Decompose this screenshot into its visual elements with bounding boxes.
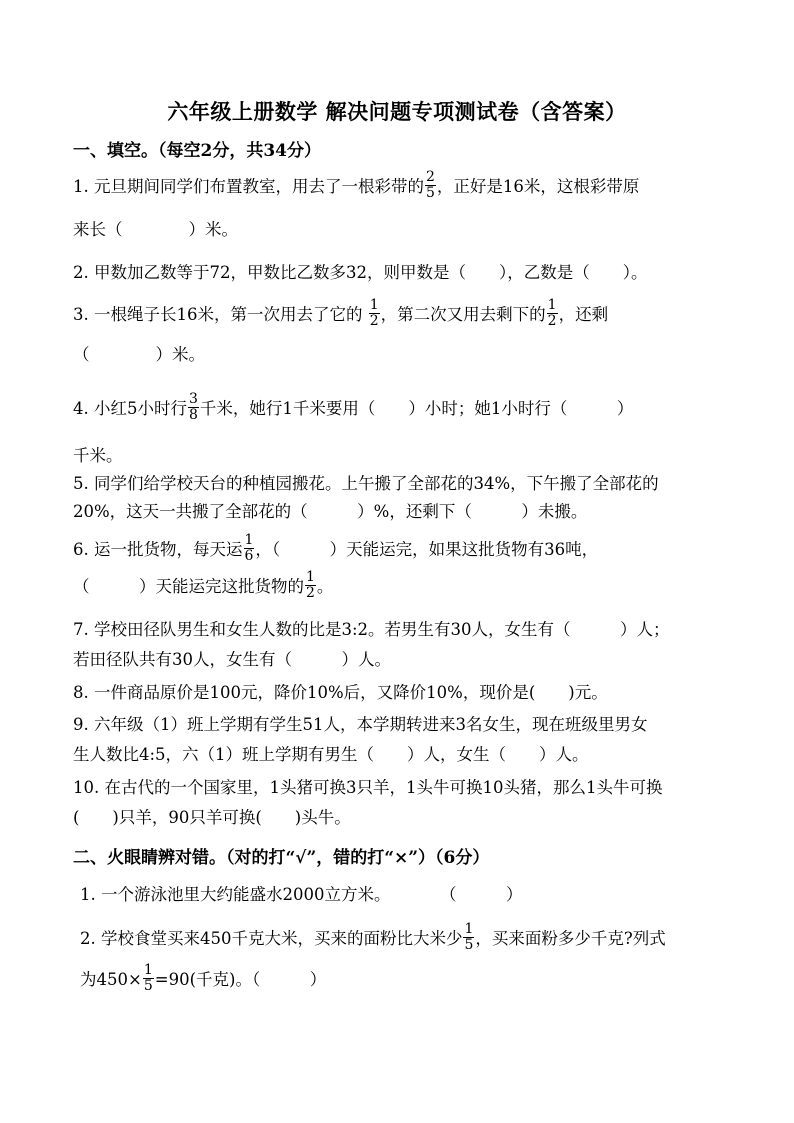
q3-text-b: ，第二次又用去剩下的: [380, 305, 546, 324]
question-6-line-1: [73, 532, 733, 566]
question-7-line-2: 若田径队共有30人，女生有（ ）人。: [73, 650, 391, 669]
question-10-line-2: ( )只羊，90只羊可换( )头牛。: [73, 808, 351, 827]
fraction: $\frac{1}{6}$: [244, 532, 254, 564]
q6-text-a: 6. 运一批货物，每天运: [73, 540, 243, 559]
fraction: $\frac{1}{5}$: [143, 962, 153, 994]
section-1-heading: 一、填空。（每空2分，共34分）: [73, 141, 321, 161]
judge-1: 1. 一个游泳池里大约能盛水2000立方米。 （ ）: [80, 885, 523, 904]
question-5-line-2: 20%，这天一共搬了全部花的（ ）%，还剩下（ ）未搬。: [73, 502, 588, 521]
t2-text-a: 2. 学校食堂买来450千克大米，买来的面粉比大米少: [80, 929, 463, 948]
fraction: $\frac{2}{5}$: [426, 169, 435, 201]
t2-text-c: 为450×: [80, 970, 142, 989]
q4-text-a: 4. 小红5小时行: [73, 399, 187, 418]
question-3-line-1: [73, 297, 733, 331]
q1-text-b: ，正好是16米，这根彩带原: [436, 177, 640, 196]
judge-2-line-1: [80, 921, 740, 955]
question-7-line-1: 7. 学校田径队男生和女生人数的比是3:2。若男生有30人，女生有（ ）人；: [73, 620, 670, 639]
question-1-line-2: 来长（ ）米。: [73, 220, 238, 239]
question-2: 2. 甲数加乙数等于72，甲数比乙数多32，则甲数是（ ），乙数是（ ）。: [73, 263, 648, 282]
t2-text-d: =90(千克)。（ ）: [154, 970, 327, 989]
q6-text-c: （ ）天能运完这批货物的: [73, 577, 304, 596]
question-10-line-1: 10. 在古代的一个国家里，1头猪可换3只羊，1头牛可换10头猪，那么1头牛可换: [73, 778, 663, 797]
question-9-line-1: 9. 六年级（1）班上学期有学生51人，本学期转进来3名女生，现在班级里男女: [73, 715, 648, 734]
question-9-line-2: 生人数比4:5，六（1）班上学期有男生（ ）人，女生（ ）人。: [73, 745, 589, 764]
question-1-line-1: [73, 169, 733, 203]
q6-text-b: ，（ ）天能运完，如果这批货物有36吨，: [255, 540, 599, 559]
fraction: $\frac{1}{2}$: [306, 569, 315, 601]
q4-text-b: 千米，她行1千米要用（ ）小时；她1小时行（ ）: [199, 399, 634, 418]
fraction: $\frac{3}{8}$: [189, 391, 198, 423]
fraction: $\frac{1}{2}$: [369, 297, 379, 329]
question-5-line-1: 5. 同学们给学校天台的种植园搬花。上午搬了全部花的34%，下午搬了全部花的: [73, 474, 659, 493]
q6-text-d: 。: [316, 577, 334, 596]
t2-text-b: ，买来面粉多少千克?列式: [475, 929, 666, 948]
fraction: $\frac{1}{2}$: [547, 297, 557, 329]
question-4-line-1: [73, 391, 733, 425]
judge-2-line-2: [80, 962, 740, 996]
question-8: 8. 一件商品原价是100元，降价10%后，又降价10%，现价是( )元。: [73, 683, 608, 702]
q1-text-a: 1. 元旦期间同学们布置教室，用去了一根彩带的: [73, 177, 424, 196]
fraction: $\frac{1}{5}$: [464, 921, 474, 953]
question-6-line-2: [73, 569, 733, 603]
question-4-line-2: 千米。: [73, 446, 123, 465]
page-title: 六年级上册数学 解决问题专项测试卷（含答案）: [167, 99, 627, 124]
q3-text-a: 3. 一根绳子长16米，第一次用去了它的: [73, 305, 368, 324]
q3-text-c: ，还剩: [558, 305, 609, 324]
section-2-heading: 二、火眼睛辨对错。（对的打“√”，错的打“×”）（6分）: [73, 848, 490, 868]
question-3-line-2: （ ）米。: [73, 345, 205, 364]
